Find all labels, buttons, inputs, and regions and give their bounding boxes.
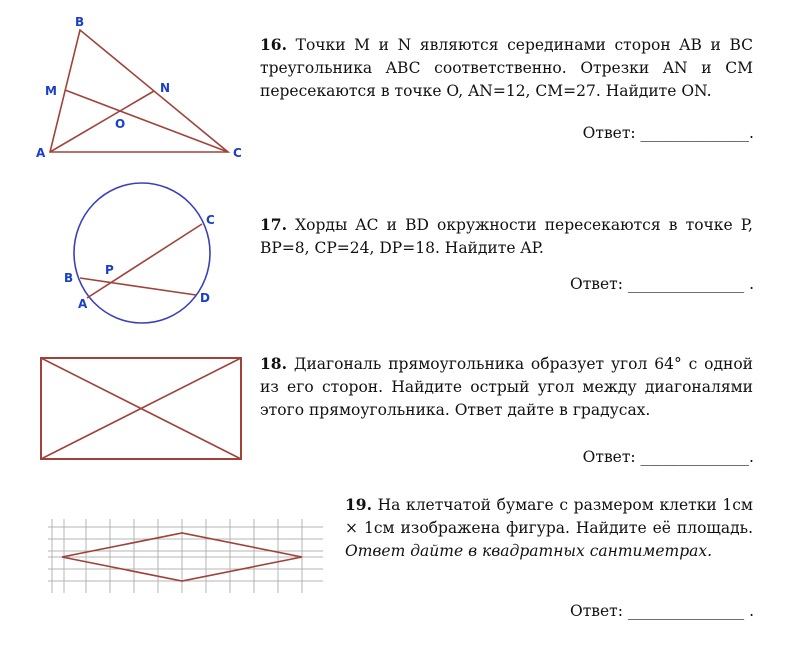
problem-number: 16.: [260, 35, 287, 54]
circle: [74, 183, 210, 323]
problem-text: На клетчатой бумаге с размером клетки 1см × 1см изображена фигура. Найдите её площадь.: [345, 496, 753, 537]
circle-figure: [55, 180, 230, 330]
label-a: A: [78, 297, 88, 311]
triangle-abc: [50, 30, 228, 152]
problem-text: Диагональ прямоугольника образует угол 64° с одной из его сторон. Найдите острый угол между диагоналями этого прямоугольника. Ответ дайте в градусах.: [260, 355, 753, 419]
segment-an: [50, 91, 154, 152]
triangle-figure: [30, 10, 250, 170]
problem-18: [260, 352, 753, 422]
problem-text: Хорды AC и BD окружности пересекаются в точке P, BP=8, CP=24, DP=18. Найдите AP.: [260, 216, 753, 257]
problem-17: [260, 213, 753, 260]
problem-number: 19.: [345, 495, 372, 514]
label-m: M: [45, 84, 57, 98]
problem-text: Точки M и N являются серединами сторон AB и BC треугольника ABC соответственно. Отрезки AN и CM пересекаются в точке O, AN=12, CM=27. Найдите ON.: [260, 36, 754, 100]
label-b: B: [75, 15, 85, 29]
problem-italic-text: Ответ дайте в квадратных сантиметрах.: [345, 542, 713, 560]
chord-bd: [80, 278, 196, 295]
problem-16: [260, 33, 753, 103]
rectangle-figure: [38, 355, 244, 463]
grid-lines: [48, 519, 323, 593]
label-c: C: [206, 213, 215, 227]
answer-field[interactable]: Ответ: _______________ .: [569, 602, 754, 620]
grid-figure: [48, 517, 328, 597]
answer-field[interactable]: Ответ: _______________ .: [569, 275, 754, 293]
problem-number: 18.: [260, 354, 287, 373]
label-b: B: [64, 271, 74, 285]
label-p: P: [105, 263, 114, 277]
answer-field[interactable]: Ответ: ______________.: [582, 448, 754, 466]
problem-19: [345, 493, 753, 563]
label-a: A: [36, 146, 46, 160]
label-n: N: [160, 81, 171, 95]
segment-am-cm: [65, 90, 228, 152]
label-o: O: [115, 117, 126, 131]
problem-number: 17.: [260, 215, 287, 234]
answer-field[interactable]: Ответ: ______________.: [582, 124, 754, 142]
label-c: C: [233, 146, 242, 160]
label-d: D: [200, 291, 210, 305]
